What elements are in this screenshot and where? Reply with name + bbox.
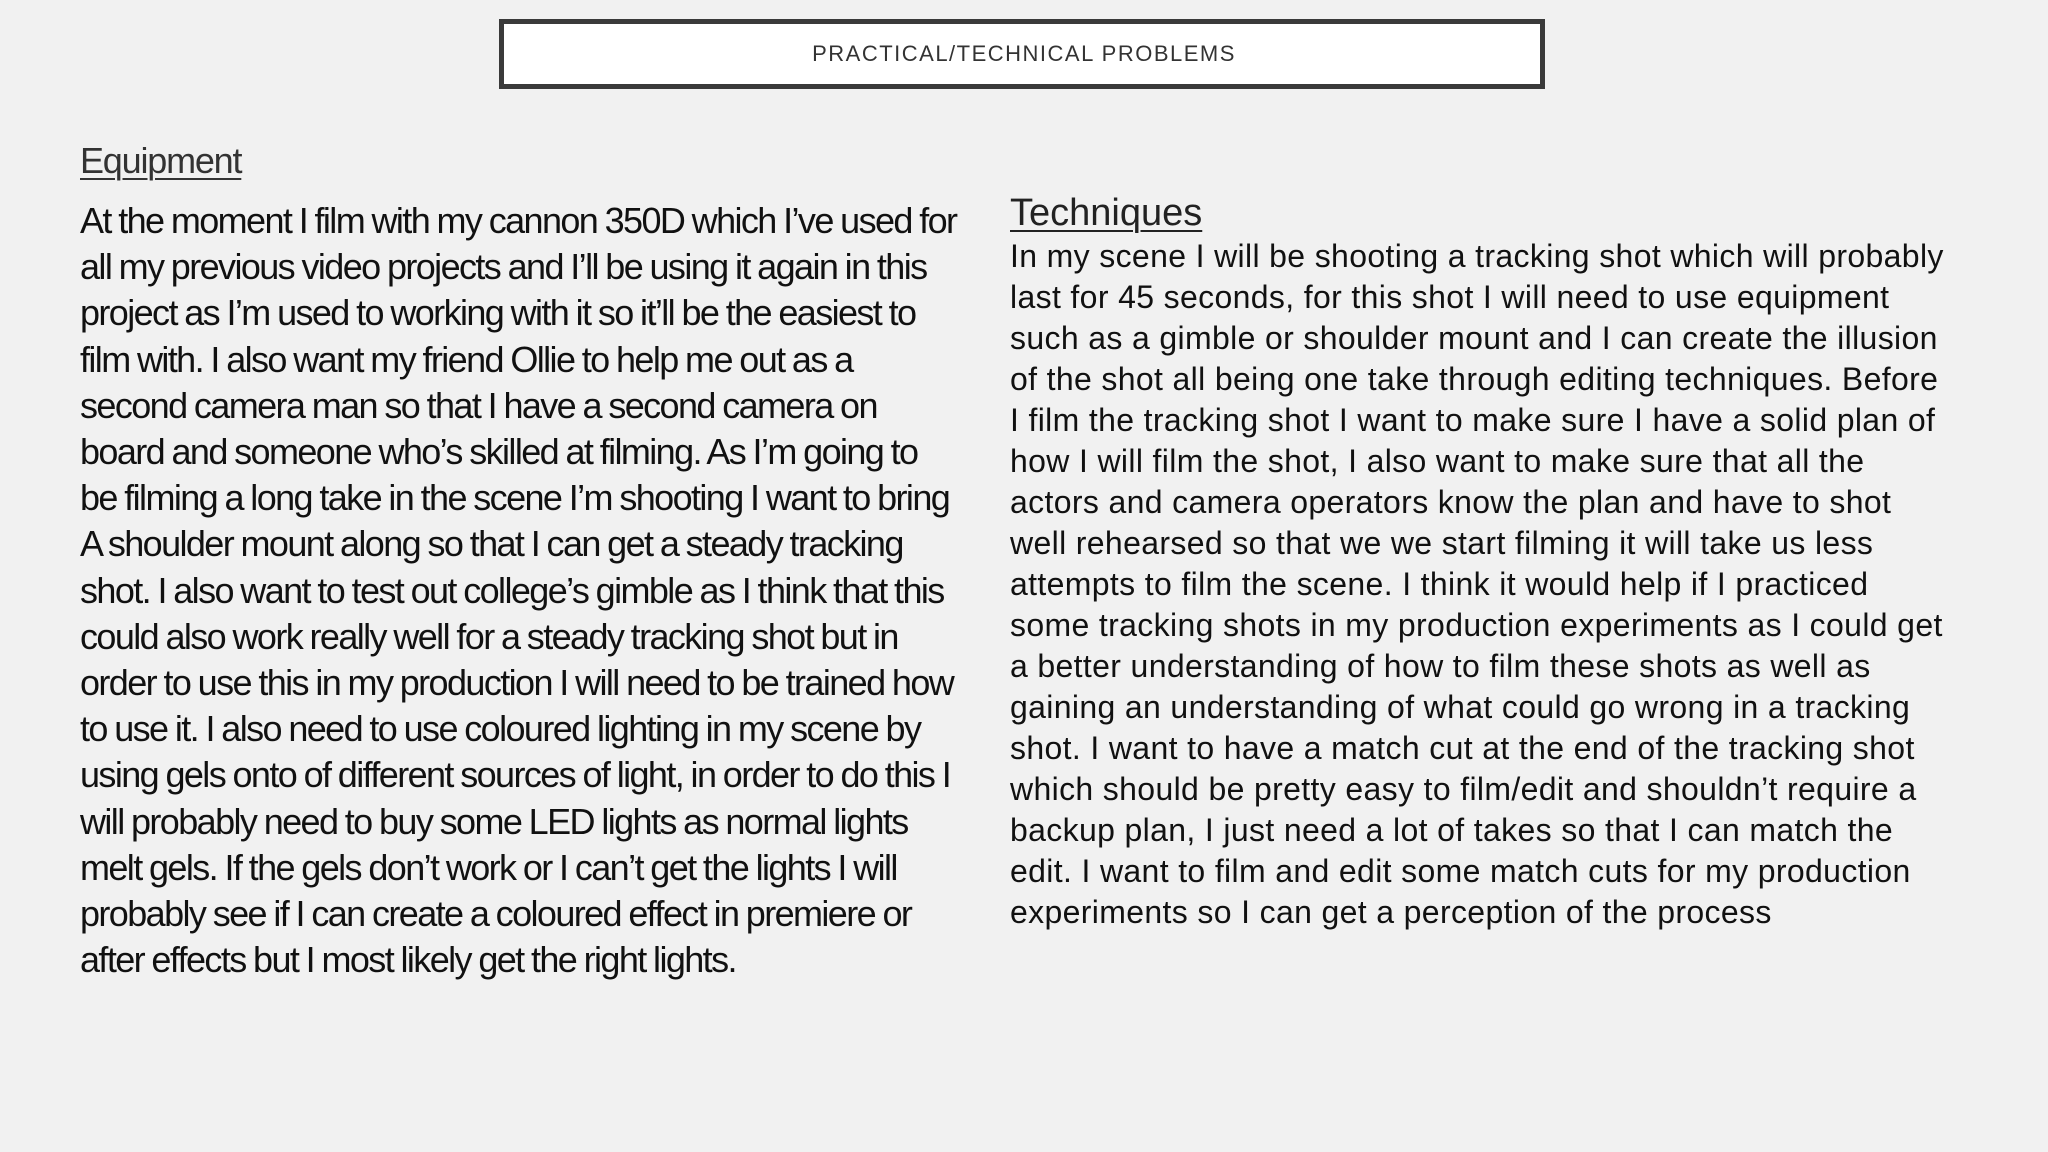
techniques-body: In my scene I will be shooting a tracking shot which will probably last for 45 seconds, for this shot I will need to use equipment such as a gimble or shoulder mount and I can create the illusion of the shot all being one take through editing techniques. Before I film the tracking shot I want to make sure I have a solid plan of how I will film the shot, I also want to make sure that all the actors and camera operators know the plan and have to shot well rehearsed so that we we start filming it will take us less attempts to film the scene. I think it would help if I practiced some tracking shots in my production experiments as I could get a better understanding of how to film these shots as well as gaining an understanding of what could go wrong in a tracking shot. I want to have a match cut at the end of the tracking shot which should be pretty easy to film/edit and shouldn’t require a backup plan, I just need a lot of takes so that I can match the edit. I want to film and edit some match cuts for my production experiments so I can get a perception of the process xyxy=(1010,238,1944,930)
techniques-section xyxy=(1010,190,1950,933)
techniques-heading: Techniques xyxy=(1010,192,1203,234)
equipment-body: At the moment I film with my cannon 350D which I’ve used for all my previous video projects and I’ll be using it again in this project as I’m used to working with it so it’ll be the easiest to film with. I also want my friend Ollie to help me out as a second camera man so that I have a second camera on board and someone who’s skilled at filming. As I’m going to be filming a long take in the scene I’m shooting I want to bring A shoulder mount along so that I can get a steady tracking shot. I also want to test out college’s gimble as I think that this could also work really well for a steady tracking shot but in order to use this in my production I will need to be trained how to use it. I also need to use coloured lighting in my scene by using gels onto of different sources of light, in order to do this I will probably need to buy some LED lights as normal lights melt gels. If the gels don’t work or I can’t get the lights I will probably see if I can create a coloured effect in premiere or after effects but I most likely get the right lights. xyxy=(80,200,957,981)
equipment-heading: Equipment xyxy=(80,140,242,181)
title-box xyxy=(499,19,1545,89)
slide-title: PRACTICAL/TECHNICAL PROBLEMS xyxy=(812,41,1236,66)
equipment-section xyxy=(80,138,980,983)
